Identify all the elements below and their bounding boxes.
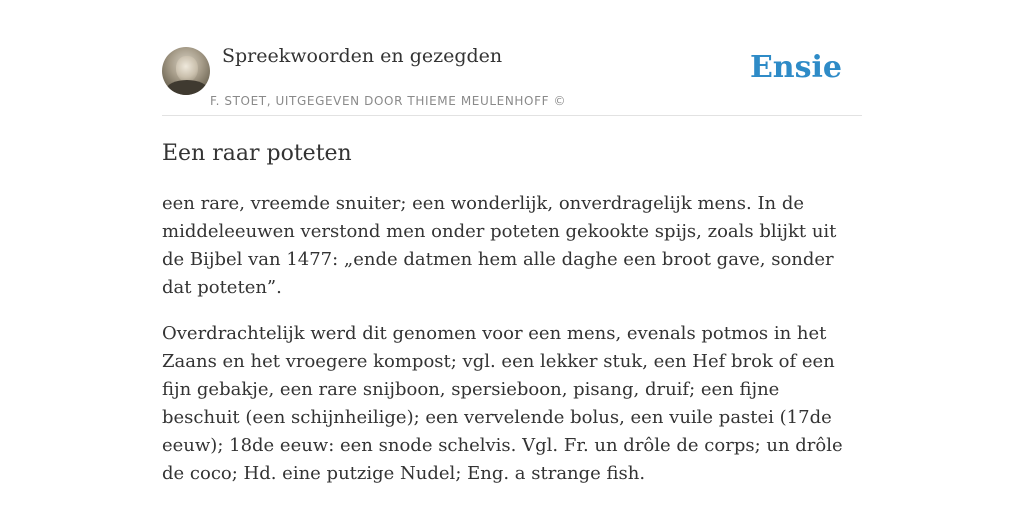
avatar-face — [176, 56, 198, 82]
entry-title: Een raar poteten — [162, 141, 352, 166]
author-avatar[interactable] — [162, 47, 210, 95]
source-title[interactable]: Spreekwoorden en gezegden — [222, 45, 503, 67]
entry-paragraph: een rare, vreemde snuiter; een wonderlijk, onverdragelijk mens. In de middeleeuwen verstond men onder poteten gekookte spijs, zoals blijkt uit de Bijbel van 1477: „ende datmen hem alle daghe een broot gave, sonder dat poteten”. — [162, 193, 837, 298]
entry-card — [162, 44, 862, 488]
avatar-coat — [166, 80, 208, 95]
brand-logo[interactable]: Ensie — [749, 50, 842, 85]
source-credit: F. STOET, UITGEGEVEN DOOR THIEME MEULENHOFF © — [210, 94, 567, 108]
source-header — [162, 44, 862, 116]
entry-paragraph: Overdrachtelijk werd dit genomen voor een mens, evenals potmos in het Zaans en het vroegere kompost; vgl. een lekker stuk, een Hef brok of een fijn gebakje, een rare snijboon, spersieboon, pisang, druif; een fijne beschuit (een schijnheilige); een vervelende bolus, een vuile pastei (17de eeuw); 18de eeuw: een snode schelvis. Vgl. Fr. un drôle de corps; un drôle de coco; Hd. eine putzige Nudel; Eng. a strange fish. — [162, 323, 843, 484]
